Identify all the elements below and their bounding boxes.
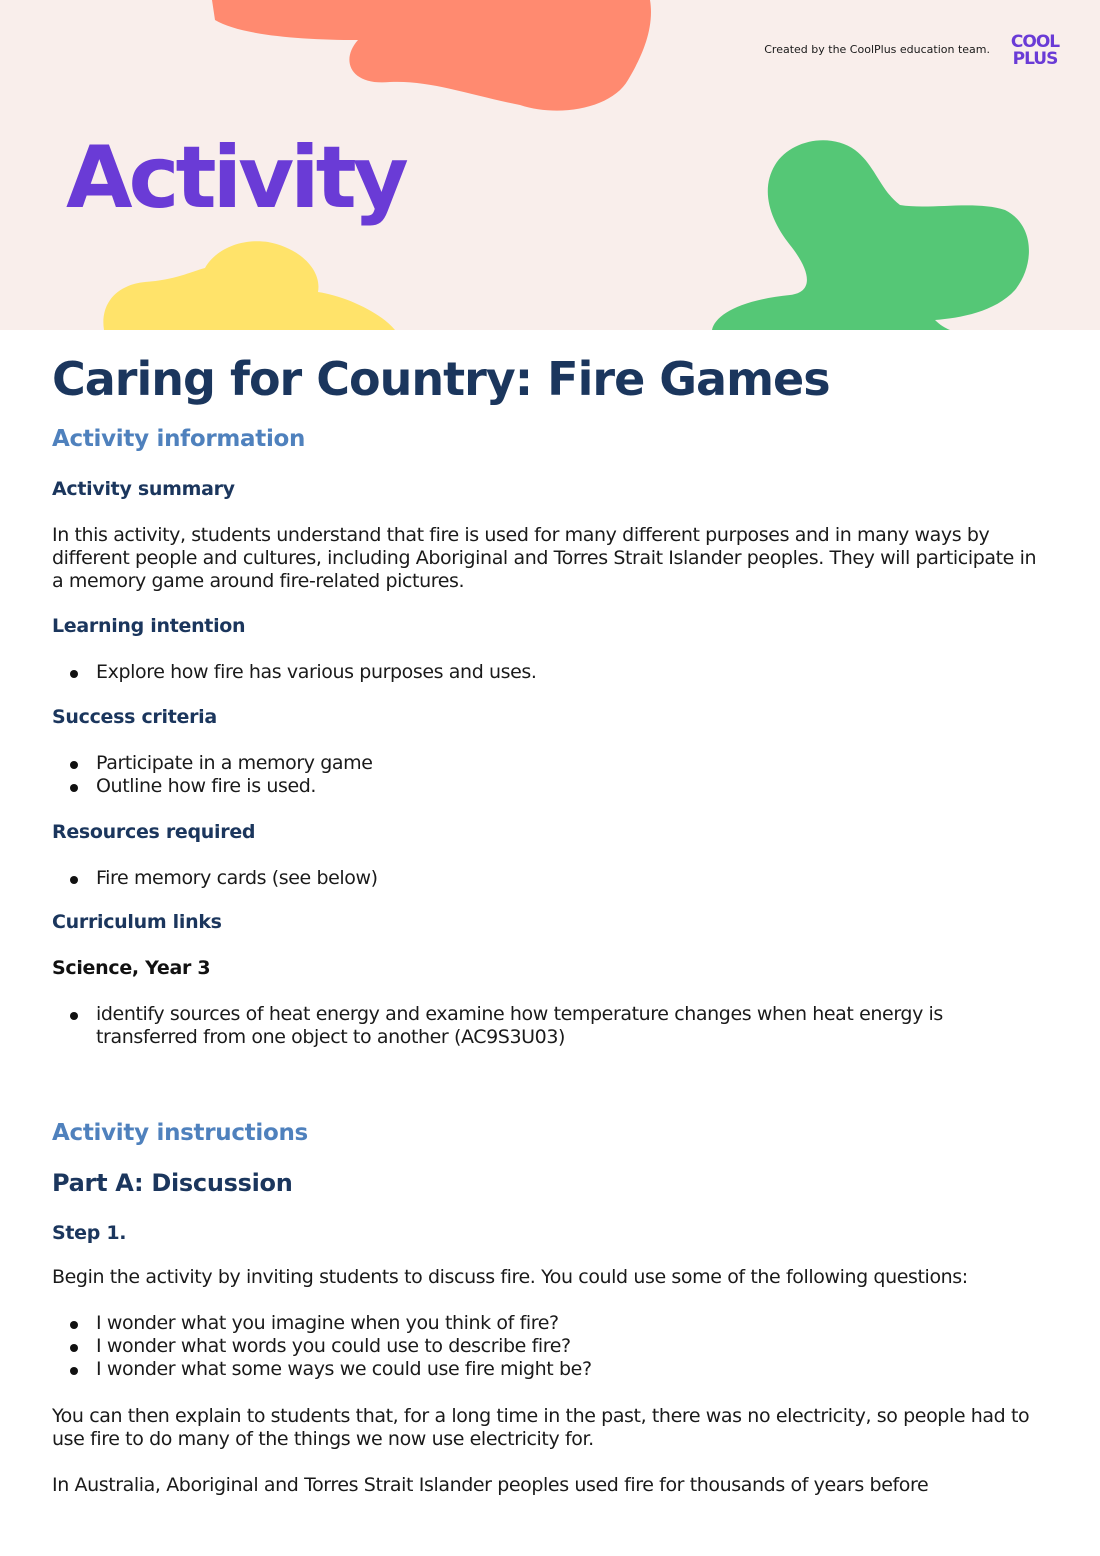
coral-blob bbox=[212, 0, 651, 111]
success-criteria-list bbox=[52, 752, 1052, 798]
yellow-blob bbox=[103, 241, 395, 330]
curriculum-subject: Science, Year 3 bbox=[52, 957, 211, 979]
discussion-questions-list bbox=[52, 1312, 1052, 1381]
curriculum-links-heading: Curriculum links bbox=[52, 911, 222, 933]
header-banner bbox=[0, 0, 1100, 330]
logo-line-1: COOL bbox=[1010, 32, 1060, 52]
list-item: Participate in a memory game bbox=[52, 752, 1052, 775]
list-item: Explore how fire has various purposes and uses. bbox=[52, 661, 1052, 684]
page-title: Caring for Country: Fire Games bbox=[52, 352, 830, 406]
resources-list bbox=[52, 867, 1052, 890]
activity-information-heading: Activity information bbox=[52, 426, 306, 452]
credit-text: Created by the CoolPlus education team. bbox=[764, 43, 990, 56]
activity-summary-text: In this activity, students understand that fire is used for many different purposes and in many ways by different people and cultures, including Aboriginal and Torres Strait Islander peoples. They will participate in a memory game around fire-related pictures. bbox=[52, 524, 1037, 592]
coolplus-logo bbox=[1004, 34, 1066, 68]
success-criteria-heading: Success criteria bbox=[52, 706, 217, 728]
activity-summary-heading: Activity summary bbox=[52, 478, 235, 500]
list-item: I wonder what some ways we could use fire might be? bbox=[52, 1358, 1052, 1381]
green-blob bbox=[712, 140, 1029, 330]
activity-instructions-heading: Activity instructions bbox=[52, 1120, 308, 1146]
learning-intention-list bbox=[52, 661, 1052, 684]
list-item: Fire memory cards (see below) bbox=[52, 867, 1052, 890]
learning-intention-heading: Learning intention bbox=[52, 615, 246, 637]
list-item: I wonder what words you could use to describe fire? bbox=[52, 1335, 1052, 1358]
step-1-heading: Step 1. bbox=[52, 1222, 127, 1244]
explanation-paragraph: You can then explain to students that, for a long time in the past, there was no electricity, so people had to use fire to do many of the things we now use electricity for. bbox=[52, 1405, 1030, 1450]
resources-required-heading: Resources required bbox=[52, 821, 256, 843]
activity-heading: Activity bbox=[66, 128, 405, 228]
list-item: identify sources of heat energy and examine how temperature changes when heat energy is transferred from one object to another (AC9S3U03) bbox=[52, 1003, 1012, 1049]
list-item: I wonder what you imagine when you think of fire? bbox=[52, 1312, 1052, 1335]
logo-line-2: PLUS bbox=[1012, 49, 1058, 69]
part-a-heading: Part A: Discussion bbox=[52, 1169, 293, 1197]
step-1-intro: Begin the activity by inviting students to discuss fire. You could use some of the following questions: bbox=[52, 1266, 968, 1288]
australia-paragraph: In Australia, Aboriginal and Torres Strait Islander peoples used fire for thousands of years before bbox=[52, 1474, 929, 1496]
curriculum-list bbox=[52, 1003, 1012, 1049]
list-item: Outline how fire is used. bbox=[52, 775, 1052, 798]
